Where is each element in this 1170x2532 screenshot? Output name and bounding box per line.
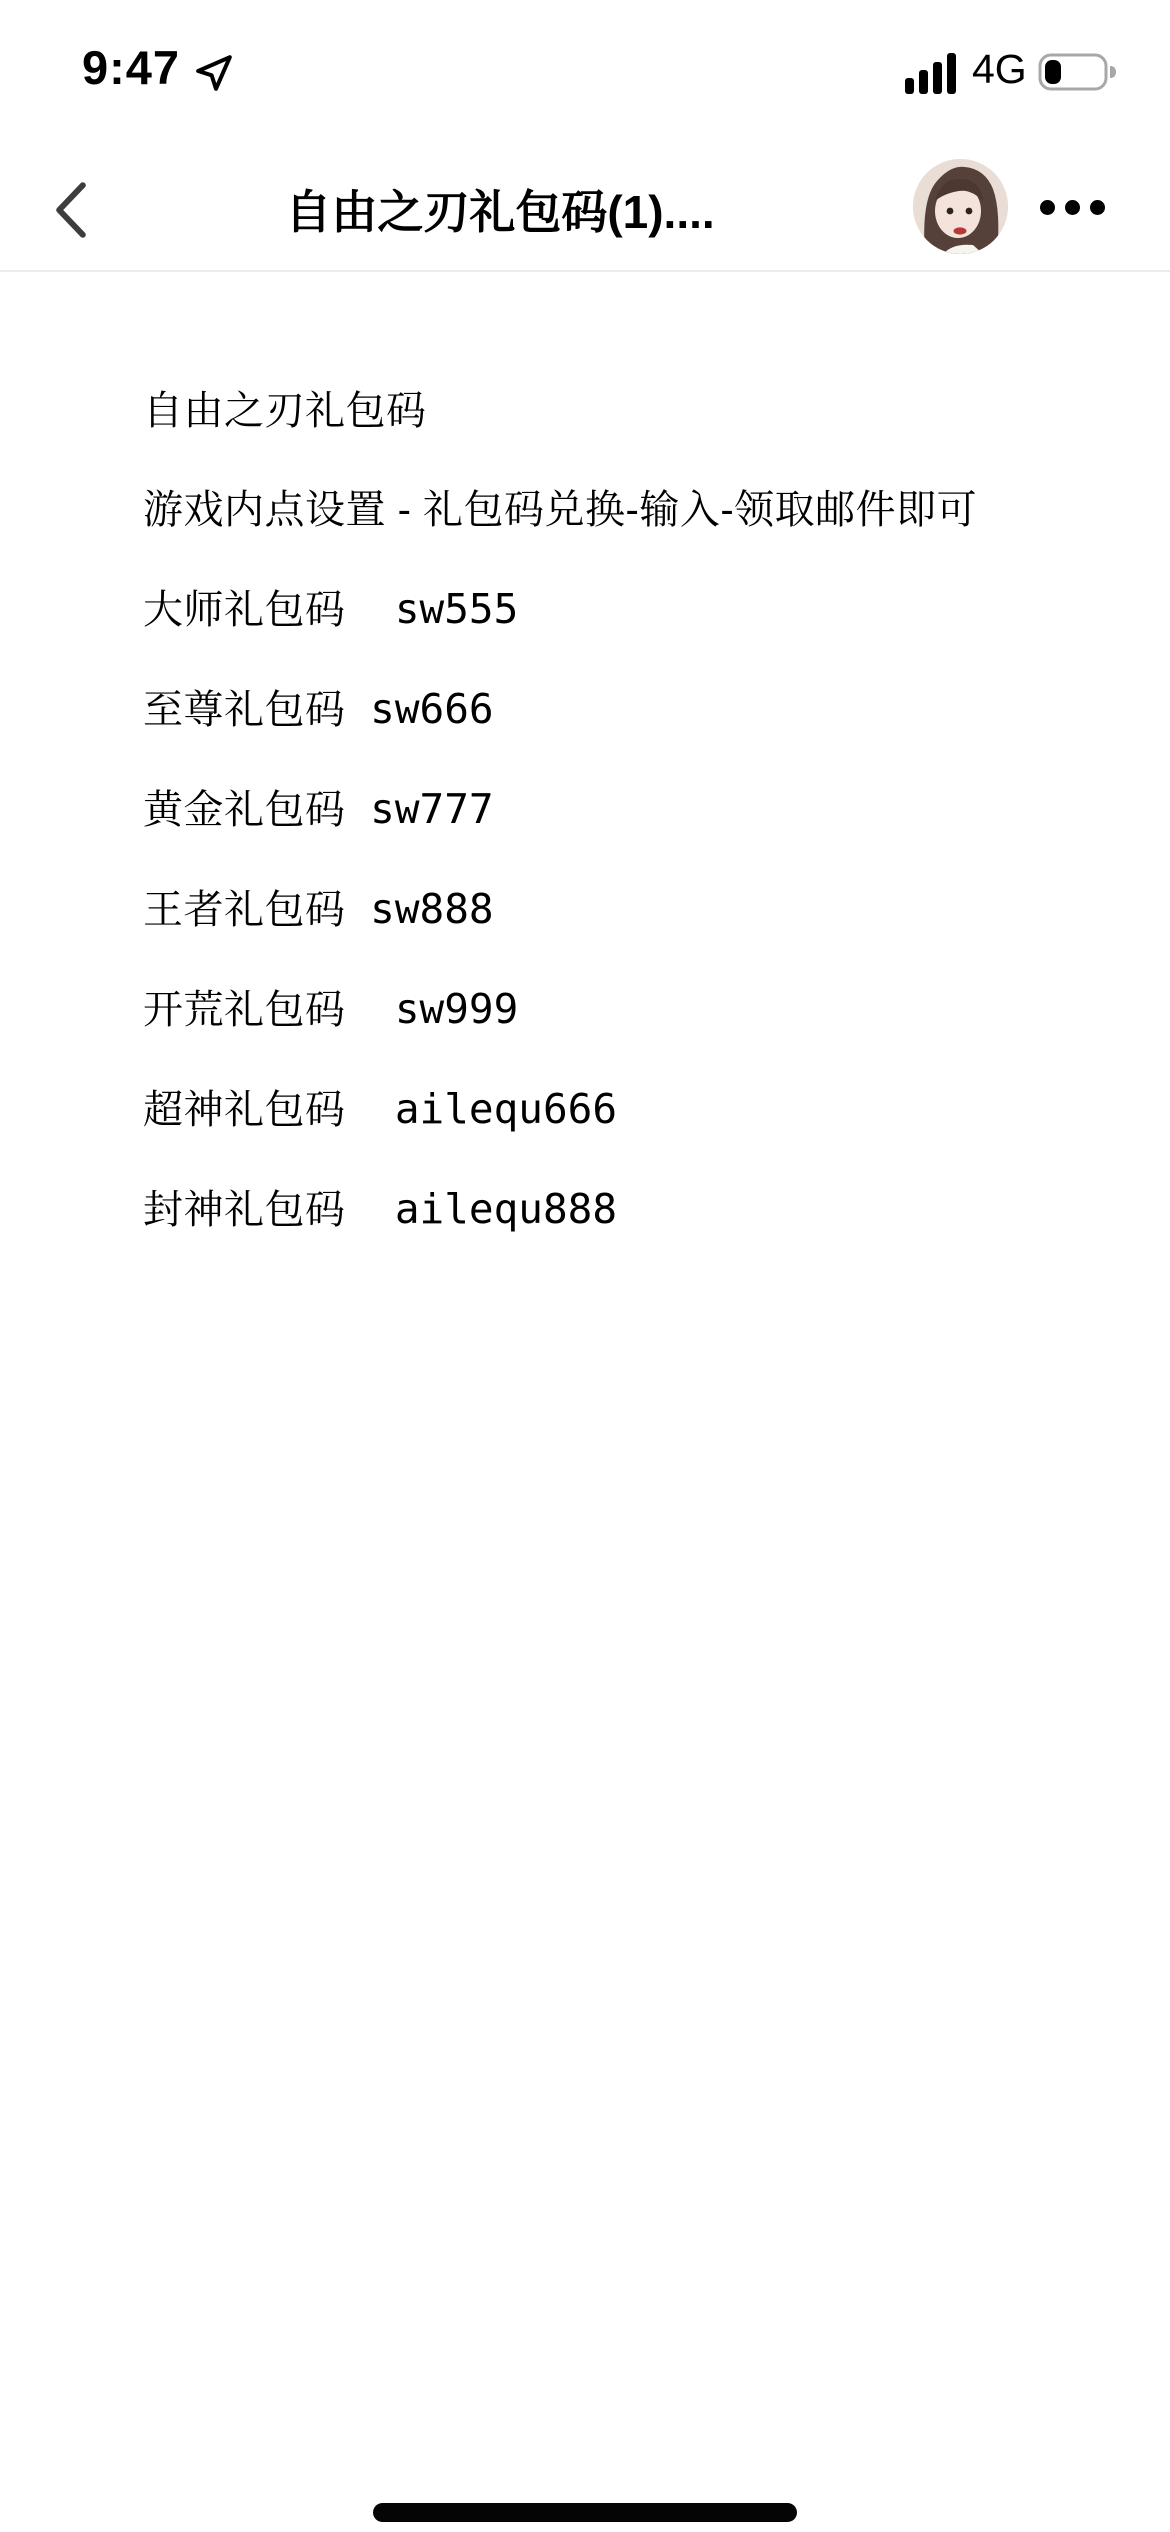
gift-code-value: sw777	[345, 785, 494, 833]
gift-code-line: 至尊礼包码 sw666	[143, 685, 494, 733]
back-button[interactable]	[40, 170, 110, 250]
home-indicator[interactable]	[373, 2503, 797, 2522]
gift-code-value: sw555	[345, 585, 519, 633]
location-arrow-icon	[194, 52, 234, 94]
doc-instruction-line: 游戏内点设置 - 礼包码兑换-输入-领取邮件即可	[143, 488, 978, 532]
gift-code-value: sw999	[345, 985, 519, 1033]
gift-code-line: 超神礼包码 ailequ666	[143, 1085, 618, 1133]
gift-code-line: 封神礼包码 ailequ888	[143, 1185, 618, 1233]
gift-code-value: sw888	[345, 885, 494, 933]
doc-title-line: 自由之刃礼包码	[143, 389, 427, 433]
avatar[interactable]	[913, 159, 1008, 254]
clock-time: 9:47	[82, 41, 181, 94]
battery-fill	[1045, 60, 1061, 84]
gift-code-line: 大师礼包码 sw555	[143, 585, 519, 633]
gift-code-line: 王者礼包码 sw888	[143, 885, 494, 933]
gift-code-value: ailequ888	[345, 1185, 618, 1233]
nav-bar	[0, 140, 1170, 272]
status-bar	[0, 0, 1170, 140]
gift-code-value: sw666	[345, 685, 494, 733]
network-type-label: 4G	[972, 46, 1027, 92]
document-content	[143, 391, 1110, 1289]
page-title: 自由之刃礼包码(1)....	[285, 186, 715, 238]
battery-icon	[1038, 53, 1120, 91]
gift-code-line: 开荒礼包码 sw999	[143, 985, 519, 1033]
chevron-left-icon	[52, 182, 90, 238]
ellipsis-icon	[1040, 200, 1105, 215]
cellular-signal-icon	[905, 53, 958, 94]
avatar-photo	[913, 159, 1008, 254]
gift-code-value: ailequ666	[345, 1085, 618, 1133]
gift-code-line: 黄金礼包码 sw777	[143, 785, 494, 833]
more-button[interactable]	[1030, 184, 1120, 232]
